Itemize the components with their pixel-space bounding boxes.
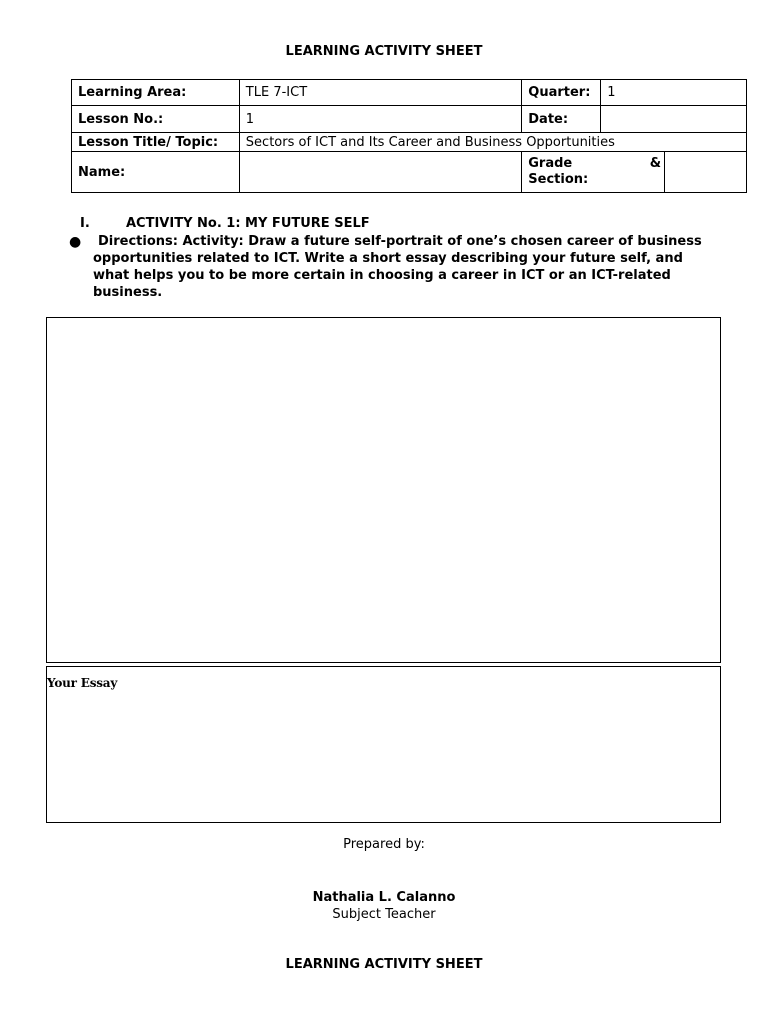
next-page-title: LEARNING ACTIVITY SHEET — [285, 957, 483, 972]
essay-label: Your Essay — [47, 676, 118, 690]
date-value[interactable] — [601, 106, 747, 133]
lesson-no-label: Lesson No.: — [72, 106, 240, 133]
date-label: Date: — [522, 106, 601, 133]
bullet-icon: ● — [69, 234, 82, 250]
teacher-role: Subject Teacher — [332, 907, 436, 922]
drawing-box[interactable] — [46, 317, 721, 663]
lesson-title-label: Lesson Title/ Topic: — [72, 133, 240, 152]
page-title: LEARNING ACTIVITY SHEET — [285, 44, 483, 59]
grade-ampersand: & — [649, 156, 662, 171]
activity-number: I. — [80, 216, 90, 231]
essay-box[interactable] — [46, 666, 721, 823]
activity-directions: Directions: Activity: Draw a future self-portrait of one’s chosen career of business opportunities related to ICT. Write a short essay describing your future self, and what helps you to be more certain in choosing a career in ICT or an ICT-related business. — [93, 234, 702, 300]
table-row — [72, 152, 747, 193]
quarter-value: 1 — [601, 80, 747, 106]
lesson-info-table — [71, 79, 747, 193]
table-row — [72, 80, 747, 106]
grade-section-label — [522, 152, 665, 193]
lesson-no-value: 1 — [239, 106, 521, 133]
learning-area-label: Learning Area: — [72, 80, 240, 106]
table-row — [72, 133, 747, 152]
activity-heading — [80, 216, 370, 231]
quarter-label: Quarter: — [522, 80, 601, 106]
table-row — [72, 106, 747, 133]
grade-section-value[interactable] — [665, 152, 747, 193]
grade-label: Grade — [528, 156, 573, 171]
teacher-name: Nathalia L. Calanno — [312, 890, 456, 905]
section-label: Section: — [528, 172, 589, 187]
name-value[interactable] — [239, 152, 521, 193]
prepared-by-label: Prepared by: — [343, 837, 425, 852]
name-label: Name: — [72, 152, 240, 193]
activity-title: ACTIVITY No. 1: MY FUTURE SELF — [126, 216, 370, 231]
lesson-title-value: Sectors of ICT and Its Career and Business Opportunities — [239, 133, 746, 152]
learning-area-value: TLE 7-ICT — [239, 80, 521, 106]
